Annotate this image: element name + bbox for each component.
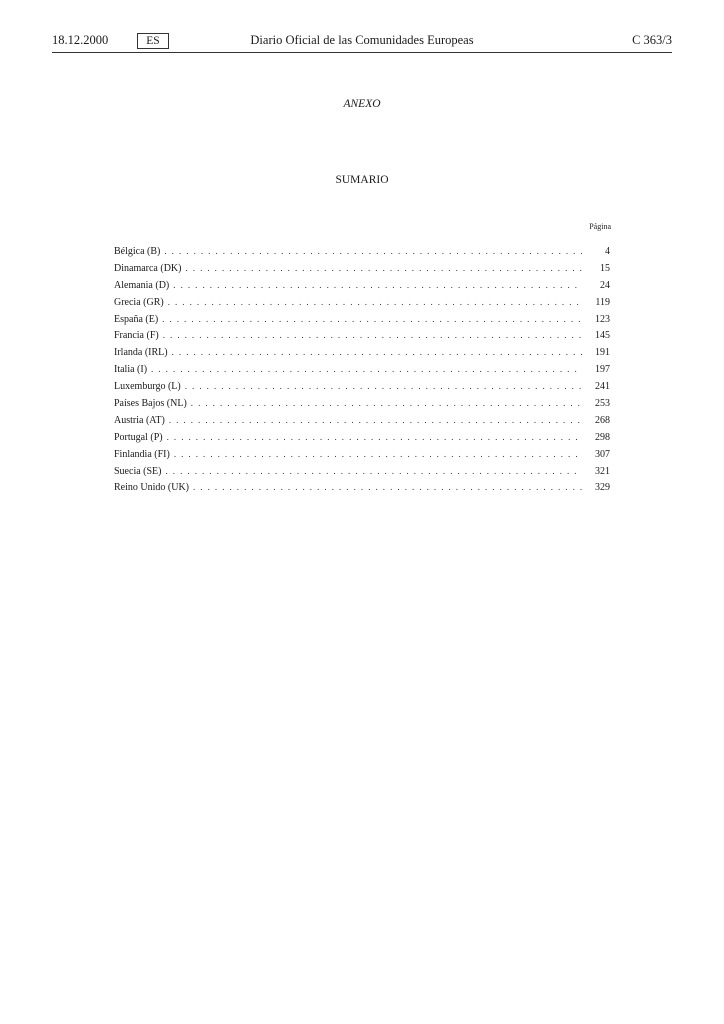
toc-leader-dots xyxy=(167,432,582,442)
toc-entry xyxy=(114,280,610,297)
toc-entry-label: España (E) xyxy=(114,313,159,325)
toc-entry-label: Italia (I) xyxy=(114,364,148,376)
toc-entry-page: 298 xyxy=(595,431,610,443)
toc-entry xyxy=(114,297,610,314)
toc-entry-page: 321 xyxy=(595,465,610,477)
toc-leader-dots xyxy=(151,364,582,374)
toc-entry-page: 197 xyxy=(595,364,610,376)
toc-leader-dots xyxy=(173,280,582,290)
toc-entry-label: Suecia (SE) xyxy=(114,465,162,477)
page-reference: C 363/3 xyxy=(632,33,672,47)
toc-entry-page: 268 xyxy=(595,414,610,426)
toc-entry-page: 329 xyxy=(595,482,610,494)
toc-entry-label: Países Bajos (NL) xyxy=(114,398,187,410)
toc-entry xyxy=(114,381,610,398)
toc-entry xyxy=(114,415,610,432)
toc-entry-label: Luxemburgo (L) xyxy=(114,381,181,393)
toc-entry xyxy=(114,466,610,483)
page-header xyxy=(52,33,672,51)
toc-entry-label: Francia (F) xyxy=(114,330,159,342)
toc-entry-label: Portugal (P) xyxy=(114,431,163,443)
page-column-label: Página xyxy=(589,222,611,231)
summary-title: SUMARIO xyxy=(335,174,389,186)
toc-leader-dots xyxy=(163,330,582,340)
toc-entry-page: 253 xyxy=(595,398,610,410)
toc-entry xyxy=(114,398,610,415)
toc-entry-label: Finlandia (FI) xyxy=(114,448,170,460)
toc-entry-page: 191 xyxy=(595,347,610,359)
toc-entry xyxy=(114,449,610,466)
annex-title: ANEXO xyxy=(343,98,381,110)
toc-entry-label: Reino Unido (UK) xyxy=(114,482,189,494)
toc-entry-page: 24 xyxy=(600,279,610,291)
language-badge: ES xyxy=(137,33,169,49)
toc-leader-dots xyxy=(162,314,582,324)
toc-entry-page: 145 xyxy=(595,330,610,342)
table-of-contents xyxy=(114,246,610,499)
toc-leader-dots xyxy=(185,263,582,273)
toc-leader-dots xyxy=(166,466,583,476)
toc-entry xyxy=(114,246,610,263)
journal-title: Diario Oficial de las Comunidades Europeas xyxy=(250,33,474,47)
toc-entry-label: Dinamarca (DK) xyxy=(114,262,182,274)
toc-entry-label: Austria (AT) xyxy=(114,414,165,426)
toc-entry xyxy=(114,263,610,280)
toc-entry xyxy=(114,347,610,364)
toc-leader-dots xyxy=(168,297,582,307)
publication-date: 18.12.2000 xyxy=(52,33,109,47)
toc-entry xyxy=(114,432,610,449)
toc-entry-page: 307 xyxy=(595,448,610,460)
toc-leader-dots xyxy=(191,398,582,408)
toc-entry-page: 123 xyxy=(595,313,610,325)
toc-entry-page: 119 xyxy=(595,296,610,308)
header-rule xyxy=(52,52,672,53)
toc-entry-page: 241 xyxy=(595,381,610,393)
toc-entry-page: 4 xyxy=(605,246,610,257)
toc-leader-dots xyxy=(169,415,582,425)
toc-leader-dots xyxy=(193,482,582,492)
toc-entry xyxy=(114,330,610,347)
toc-entry-label: Grecia (GR) xyxy=(114,296,164,308)
toc-entry xyxy=(114,482,610,499)
toc-entry-label: Bélgica (B) xyxy=(114,246,161,257)
toc-leader-dots xyxy=(185,381,582,391)
toc-entry-label: Alemania (D) xyxy=(114,279,170,291)
toc-leader-dots xyxy=(164,246,582,256)
toc-entry-label: Irlanda (IRL) xyxy=(114,347,168,359)
toc-entry-page: 15 xyxy=(600,262,610,274)
toc-leader-dots xyxy=(172,347,582,357)
toc-entry xyxy=(114,364,610,381)
toc-entry xyxy=(114,314,610,331)
toc-leader-dots xyxy=(174,449,582,459)
